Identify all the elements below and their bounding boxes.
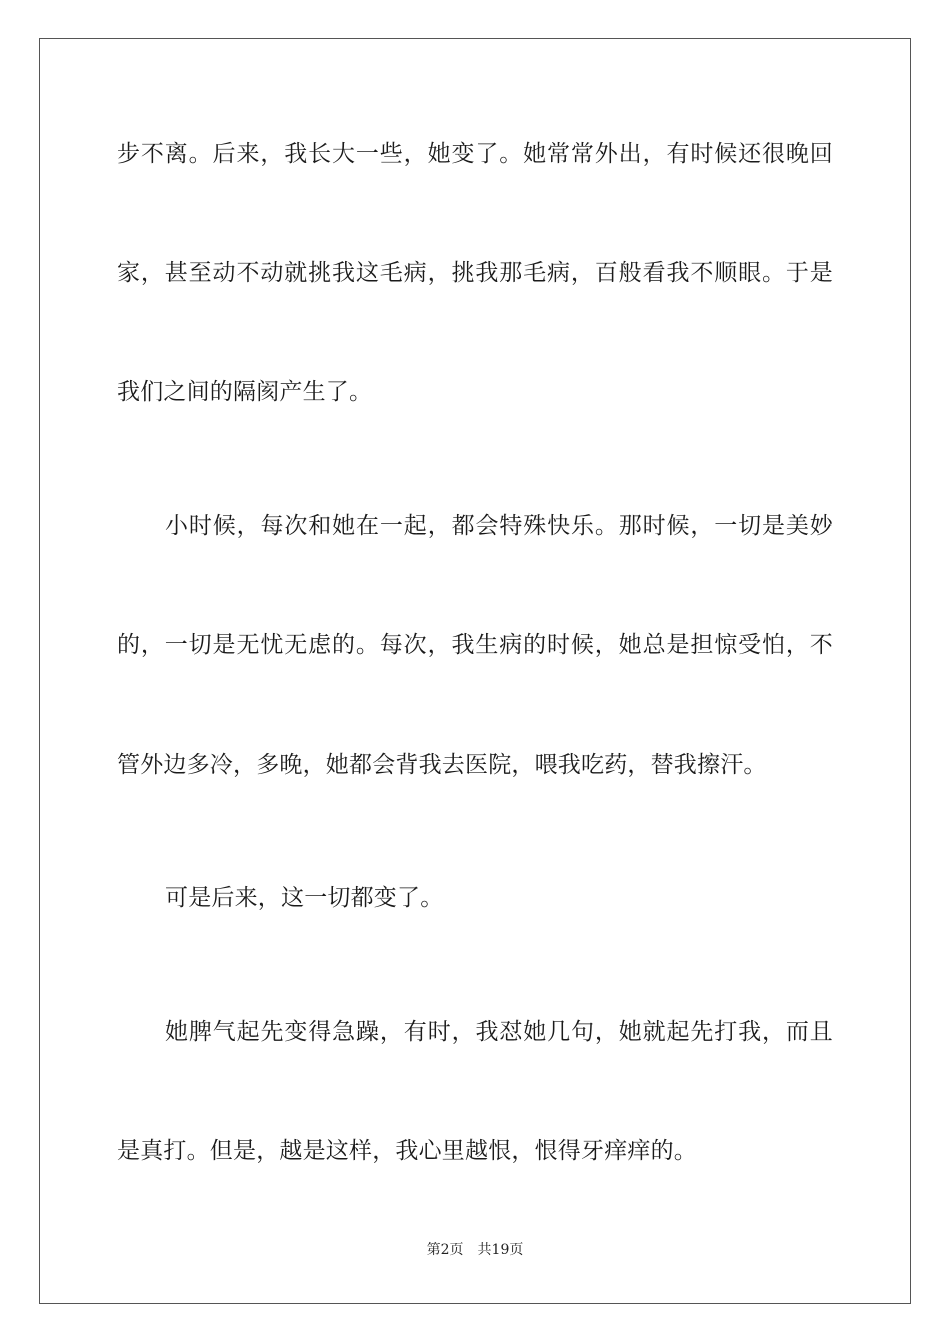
text-line-8: 她脾气起先变得急躁，有时，我怼她几句，她就起先打我，而且 (165, 1019, 833, 1045)
page-border (39, 38, 911, 1304)
text-line-4: 小时候，每次和她在一起，都会特殊快乐。那时候，一切是美妙 (165, 513, 833, 539)
text-line-6: 管外边多冷，多晚，她都会背我去医院，喂我吃药，替我擦汗。 (117, 752, 767, 778)
text-line-3: 我们之间的隔阂产生了。 (117, 379, 373, 405)
text-line-5: 的，一切是无忧无虑的。每次，我生病的时候，她总是担惊受怕，不 (117, 632, 833, 658)
text-line-9: 是真打。但是，越是这样，我心里越恨，恨得牙痒痒的。 (117, 1138, 697, 1164)
text-line-1: 步不离。后来，我长大一些，她变了。她常常外出，有时候还很晚回 (117, 141, 833, 167)
page-footer (0, 1240, 950, 1260)
text-line-7: 可是后来，这一切都变了。 (165, 885, 444, 911)
page-number: 第2页 (426, 1242, 464, 1258)
page-total: 共19页 (477, 1242, 524, 1258)
text-line-2: 家，甚至动不动就挑我这毛病，挑我那毛病，百般看我不顺眼。于是 (117, 260, 833, 286)
